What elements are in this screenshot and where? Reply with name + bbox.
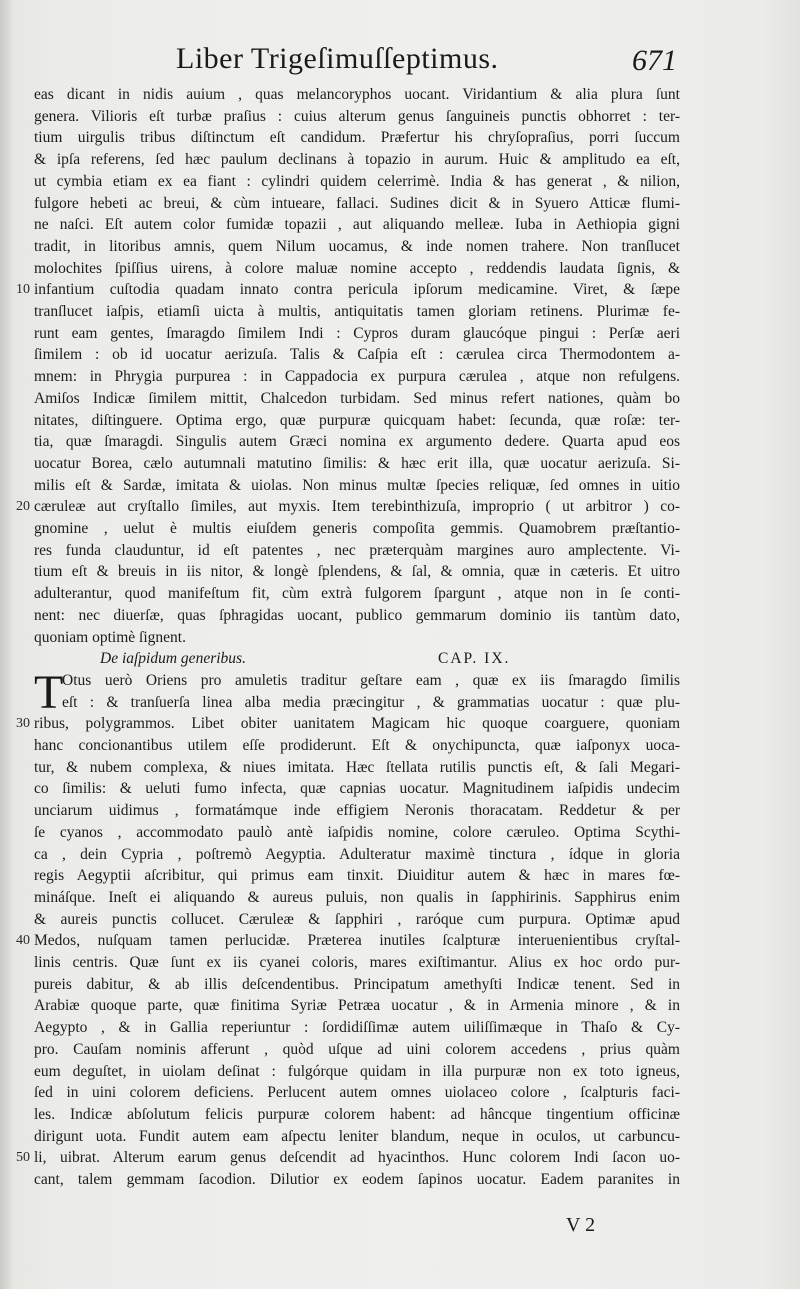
- text-line: mináſque. Ineſt ei aliquando & aureus puluis, non qualis in ſapphirinis. Sapphirus enim: [34, 888, 680, 906]
- text-line: unciarum uidimus , formatámque inde effigiem Neronis thoracatam. Reddetur & per: [34, 802, 680, 820]
- text-line: co ſimilis: & ueluti fumo infecta, quæ capnias uocatur. Magnitudinem iaſpidis undecim: [34, 780, 680, 798]
- running-header: [0, 40, 800, 80]
- text-line: adulterantur, quod manifeſtum fit, cùm extrà fulgorem ſpargunt , atque non in ſe conti-: [34, 585, 680, 603]
- text-line: & ipſa referens, ſed hæc paulum declinans à topazio in aurum. Huic & amplitudo ea eſt,: [34, 151, 680, 169]
- text-line: Arabiæ quoque parte, quæ finitima Syriæ Petræa uocatur , & in Armenia minore , & in: [34, 997, 680, 1015]
- text-line: ut cymbia etiam ex ea fiant : cylindri quidem celerrimè. India & has generat , & nilion,: [34, 172, 680, 190]
- text-line: quoniam optimè ſignent.: [34, 628, 186, 646]
- text-line: Aegypto , & in Gallia reperiuntur : ſordidiſſimæ autem uiliſſimæque in Thaſo & Cy-: [34, 1019, 680, 1037]
- text-line: nitates, diſtinguere. Optima ergo, quæ purpuræ quicquam habet: ſecunda, quæ roſæ: ter-: [34, 411, 680, 429]
- text-line: fulgore hebeti ac breui, & cùm intueare, fallaci. Sudines dicit & in Syuero Atticæ flumi-: [34, 194, 680, 212]
- text-line: cant, talem gemmam ſacodion. Dilutior ex eodem ſapinos uocatur. Eadem paranites in: [34, 1171, 680, 1188]
- text-line: tradit, in litoribus amnis, quem Nilum uocamus, & inde nomen trahere. Non tranſlucet: [34, 237, 680, 255]
- text-line: ca , dein Cypria , poſtremò Aegyptia. Adulteratur maximè tinctura , ídque in gloria: [34, 845, 680, 863]
- text-line: genera. Vilioris eſt turbæ praſius : cuius alterum genus ſanguineis punctis obhorret : ter-: [34, 107, 680, 125]
- text-line: eas dicant in nidis auium , quas melancoryphos uocant. Viridantium & alia plura ſunt: [34, 86, 680, 103]
- text-line: milis eſt & Sardæ, imitata & uiolas. Non minus multæ ſpecies reliquæ, ſed omnes in uitio: [34, 476, 680, 494]
- text-line: ſed in uini colorem deficiens. Perlucent autem omnes uiolaceo colore , ſcalpturis faci-: [34, 1084, 680, 1102]
- text-line: linis centris. Quæ ſunt ex iis cyanei coloris, mares exiſtimantur. Alius ex hoc ordo pur-: [34, 954, 680, 971]
- text-line: pureis dabitur, & ab illis deſcendentibus. Principatum amethyſti Indicæ tenent. Sed in: [34, 975, 680, 993]
- text-line: nent: nec diuerſæ, quas ſphragidas uocant, publico gemmarum dominio iis tantùm dato,: [34, 606, 680, 624]
- text-line: tur, & nubem complexa, & niues imitata. Hæc ſtellata rutilis punctis eſt, & ſali Megari-: [34, 758, 680, 776]
- text-line: ſimilem : ob id uocatur aerizuſa. Talis & Caſpia eſt : cærulea circa Thermodontem a-: [34, 346, 680, 364]
- line-number: 20: [16, 499, 30, 515]
- drop-cap: T: [34, 665, 64, 719]
- text-line: les. Indicæ abſolutum felicis purpuræ colorem habent: ad hâncque tingentium officinæ: [34, 1105, 680, 1123]
- text-line: dirigunt uota. Fundit autem eam aſpectu leniter blandum, neque in oculos, ut carbuncu-: [34, 1127, 680, 1145]
- text-line: gnomine , uelut è multis eiuſdem generis compoſita gemmis. Quamobrem præſtantio-: [34, 520, 680, 537]
- text-line: uocatur Borea, cælo autumnali matutino ſimilis: & hæc erit illa, quæ uocatur aerizuſa. Si-: [34, 454, 680, 472]
- text-line: tranſlucet iaſpis, etiamſi uicta à multis, antiquitatis tamen gloriam retinens. Plurimæ fe-: [34, 303, 680, 320]
- text-line: hanc concionantibus utilem eſſe prodiderunt. Eſt & onychipuncta, quæ iaſponyx uoca-: [34, 737, 680, 754]
- chapter-label: CAP. IX.: [438, 650, 511, 668]
- running-title: Liber Trigeſimuſſeptimus.: [176, 42, 499, 75]
- text-line: molochites ſpiſſius uirens, à colore maluæ nomine accepto , reddendis laudata ſignis, &: [34, 259, 680, 277]
- text-line: res funda clauduntur, id eſt patentes , nec præterquàm margines auro amplectente. Vi-: [34, 541, 680, 559]
- text-line: infantium cuſtodia quadam innato contra pericula ipſorum medicamine. Viret, & ſæpe: [34, 281, 680, 299]
- text-line: mnem: in Phrygia purpurea : in Cappadocia ex purpura cærulea , atque non refulgens.: [34, 368, 680, 386]
- text-line: regis Aegyptii aſcribitur, qui primus eam tinxit. Diuiditur autem & hæc in mares fœ-: [34, 867, 680, 885]
- text-line: eum deguſtet, in uiolam deſinat : fulgórque quidam in illa purpuræ non ex toto igneus,: [34, 1062, 680, 1080]
- text-line: ſe cyanos , accommodato paulò antè iaſpidis nomine, colore cæruleo. Optima Scythi-: [34, 823, 680, 841]
- line-number: 50: [16, 1150, 30, 1166]
- line-number: 10: [16, 282, 30, 298]
- text-line: pro. Cauſam nominis afferunt , quòd uſque ad uini colorem accedens , prius quàm: [34, 1040, 680, 1058]
- text-line: & aureis punctis collucet. Cæruleæ & ſapphiri , raróque cum purpura. Optimæ apud: [34, 910, 680, 928]
- text-line: tia, quæ ſmaragdi. Singulis autem Græci nomina ex argumento dedere. Quarta apud eos: [34, 433, 680, 451]
- text-line: li, uibrat. Alterum earum genus deſcendit ad hyacinthos. Hunc colorem Indi ſacon uo-: [34, 1149, 680, 1167]
- text-line: runt eam gentes, ſmaragdo ſimilem Indi : Cypros duram glaucóque pingui : Perſæ aeri: [34, 324, 680, 342]
- printer-signature: V 2: [566, 1214, 596, 1236]
- text-line: cæruleæ aut cryſtallo ſimiles, aut myxis. Item terebinthizuſa, improprio ( ut arbitror ) co-: [34, 498, 680, 516]
- text-line: Amiſos Indicæ ſimilem mittit, Chalcedon turbidam. Sed minus refert nationes, quàm bo: [34, 389, 680, 407]
- page-number: 671: [632, 44, 677, 77]
- text-line: tium uirgulis tribus diſtinctum eſt candidum. Præfertur his chryſopraſius, porri ſuccum: [34, 129, 680, 147]
- line-number: 40: [16, 933, 30, 949]
- text-line: tium eſt & breuis in iis nitor, & longè ſplendens, & ſal, & omnia, quæ in cæteris. Et uitro: [34, 563, 680, 581]
- text-line: eſt : & tranſuerſa linea alba media præcingitur , & grammatias uocatur : quæ plu-: [62, 693, 680, 711]
- line-number: 30: [16, 716, 30, 732]
- text-line: ne naſci. Eſt autem color fumidæ topazii , aut aliquando melleæ. Iuba in Aethiopia gigni: [34, 216, 680, 234]
- text-line: Medos, nuſquam tamen perlucidæ. Præterea inutiles ſcalpturæ interuenientibus cryſtal-: [34, 932, 680, 950]
- chapter-title: De iaſpidum generibus.: [100, 650, 246, 668]
- text-line: ribus, polygrammos. Libet obiter uanitatem Magicam hic quoque coarguere, quoniam: [34, 715, 680, 733]
- text-line: Otus uerò Oriens pro amuletis traditur geſtare eam , quæ ex iis ſmaragdo ſimilis: [62, 671, 680, 689]
